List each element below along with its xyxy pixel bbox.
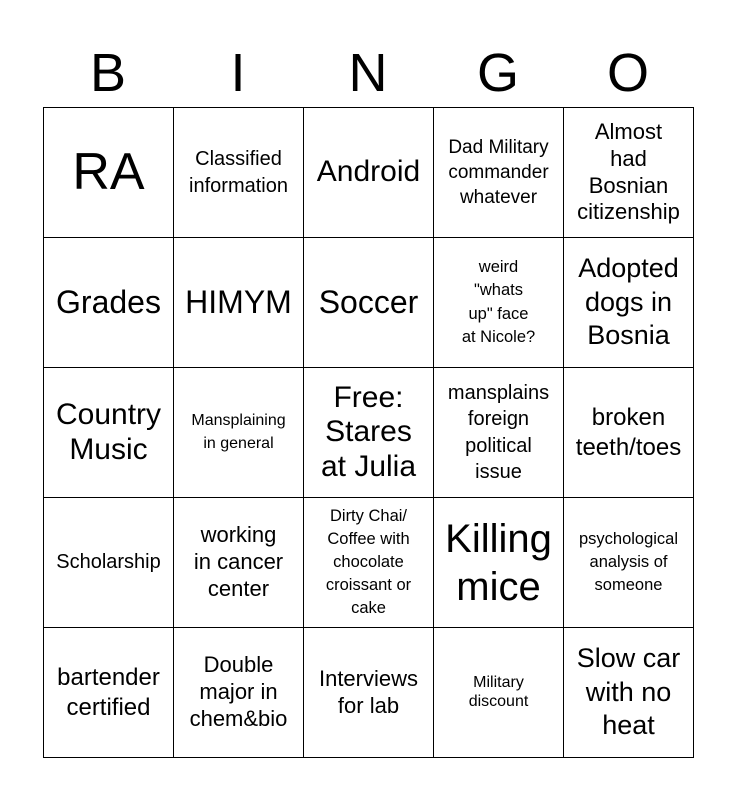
header-letter-o: O (606, 43, 649, 103)
bingo-cell-r5-c2[interactable] (174, 628, 304, 758)
header-letter-b: B (89, 43, 127, 103)
bingo-cell-label: weird "whats up" face at Nicole? (461, 258, 536, 346)
header-letter-i: I (230, 43, 246, 103)
bingo-cell-label: bartender certified (57, 663, 160, 721)
bingo-cell-label: Dad Military commander whatever (448, 136, 549, 209)
bingo-cell-r3-c4[interactable] (434, 368, 564, 498)
bingo-cell-label: Military discount (468, 673, 529, 710)
bingo-cell-label: mansplains foreign political issue (447, 381, 550, 483)
bingo-cell-r4-c3[interactable] (304, 498, 434, 628)
bingo-cell-r2-c5[interactable] (564, 238, 694, 368)
bingo-cell-label: Grades (56, 283, 161, 320)
bingo-cell-r5-c1[interactable] (43, 628, 174, 758)
bingo-cell-r3-c5[interactable] (564, 368, 694, 498)
bingo-cell-r4-c1[interactable] (43, 498, 174, 628)
header-letter-g: G (476, 43, 519, 103)
bingo-cell-r4-c5[interactable] (564, 498, 694, 628)
bingo-cell-label: Android (316, 155, 421, 189)
bingo-board (43, 107, 693, 757)
bingo-cell-r2-c2[interactable] (174, 238, 304, 368)
bingo-cell-r4-c4[interactable] (434, 498, 564, 628)
bingo-cell-r5-c5[interactable] (564, 628, 694, 758)
bingo-cell-r1-c5[interactable] (564, 107, 694, 238)
bingo-cell-label: Slow car with no heat (576, 642, 681, 741)
bingo-cell-label: Double major in chem&bio (189, 652, 288, 731)
bingo-cell-label: Free: Stares at Julia (320, 380, 417, 483)
bingo-cell-label: working in cancer center (193, 522, 284, 601)
bingo-cell-r2-c1[interactable] (43, 238, 174, 368)
bingo-cell-label: Interviews for lab (318, 665, 419, 718)
bingo-cell-r2-c4[interactable] (434, 238, 564, 368)
bingo-cell-label: Country Music (55, 398, 162, 466)
bingo-cell-r2-c3[interactable] (304, 238, 434, 368)
bingo-cell-r1-c3[interactable] (304, 107, 434, 238)
bingo-cell-r3-c1[interactable] (43, 368, 174, 498)
bingo-cell-r4-c2[interactable] (174, 498, 304, 628)
bingo-cell-r5-c4[interactable] (434, 628, 564, 758)
bingo-cell-label: Killing mice (445, 516, 552, 609)
bingo-cell-r1-c1[interactable] (43, 107, 174, 238)
bingo-cell-label: HIMYM (185, 283, 292, 320)
bingo-cell-label: Scholarship (56, 551, 161, 574)
bingo-cell-r3-c3[interactable] (304, 368, 434, 498)
bingo-cell-label: Classified information (189, 148, 288, 197)
bingo-cell-r3-c2[interactable] (174, 368, 304, 498)
bingo-cell-r1-c4[interactable] (434, 107, 564, 238)
bingo-cell-r5-c3[interactable] (304, 628, 434, 758)
bingo-cell-label: Soccer (318, 283, 419, 320)
header-letter-n: N (348, 43, 388, 103)
bingo-cell-label: broken teeth/toes (575, 403, 682, 461)
bingo-header (43, 38, 693, 108)
bingo-cell-label: Mansplaining in general (191, 412, 286, 452)
bingo-cell-label: psychological analysis of someone (578, 529, 679, 595)
bingo-cell-label: RA (72, 142, 145, 201)
bingo-cell-label: Adopted dogs in Bosnia (578, 252, 679, 351)
bingo-cell-label: Dirty Chai/ Coffee with chocolate croissant or cake (325, 506, 412, 618)
bingo-cell-r1-c2[interactable] (174, 107, 304, 238)
bingo-cell-label: Almost had Bosnian citizenship (577, 118, 680, 225)
